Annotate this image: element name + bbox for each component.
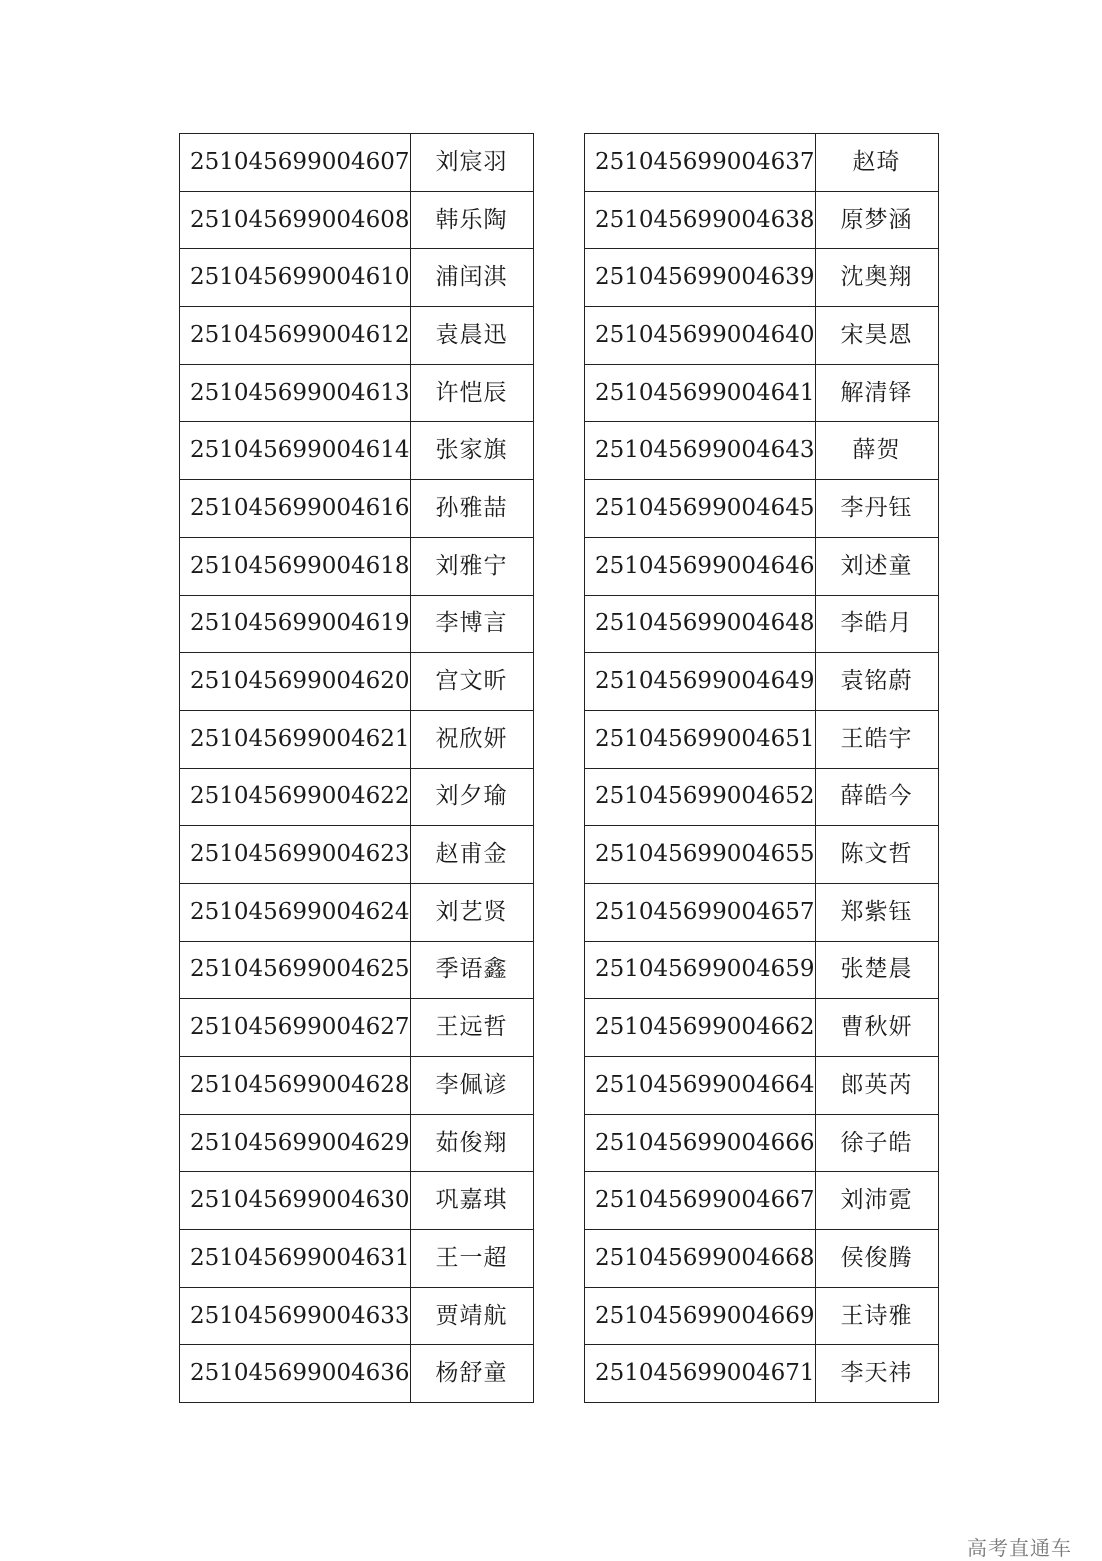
candidate-id-cell: 251045699004616: [180, 480, 411, 538]
candidate-id-cell: 251045699004631: [180, 1230, 411, 1288]
table-row: [585, 1287, 939, 1345]
candidate-id-cell: 251045699004638: [585, 191, 816, 249]
candidate-name-cell: 李丹钰: [815, 480, 938, 538]
candidate-name-cell: 祝欣妍: [410, 710, 533, 768]
candidate-id-cell: 251045699004610: [180, 249, 411, 307]
candidate-id-cell: 251045699004607: [180, 134, 411, 192]
left-roster-body: [180, 134, 534, 1403]
table-row: [180, 249, 534, 307]
candidate-id-cell: 251045699004651: [585, 710, 816, 768]
candidate-id-cell: 251045699004662: [585, 999, 816, 1057]
candidate-name-cell: 韩乐陶: [410, 191, 533, 249]
candidate-name-cell: 薛贺: [815, 422, 938, 480]
table-row: [585, 883, 939, 941]
candidate-id-cell: 251045699004613: [180, 364, 411, 422]
candidate-id-cell: 251045699004625: [180, 941, 411, 999]
table-row: [180, 1114, 534, 1172]
candidate-name-cell: 茹俊翔: [410, 1114, 533, 1172]
table-row: [585, 1057, 939, 1115]
table-row: [585, 941, 939, 999]
table-row: [585, 710, 939, 768]
table-row: [585, 134, 939, 192]
candidate-name-cell: 王一超: [410, 1230, 533, 1288]
table-row: [180, 364, 534, 422]
right-roster-body: [585, 134, 939, 1403]
candidate-id-cell: 251045699004657: [585, 883, 816, 941]
table-row: [180, 999, 534, 1057]
candidate-name-cell: 薛皓今: [815, 768, 938, 826]
table-row: [180, 941, 534, 999]
candidate-id-cell: 251045699004671: [585, 1345, 816, 1403]
candidate-name-cell: 许恺辰: [410, 364, 533, 422]
candidate-id-cell: 251045699004637: [585, 134, 816, 192]
table-row: [180, 307, 534, 365]
table-row: [585, 595, 939, 653]
table-row: [585, 537, 939, 595]
candidate-id-cell: 251045699004618: [180, 537, 411, 595]
candidate-name-cell: 刘沛霓: [815, 1172, 938, 1230]
candidate-name-cell: 贾靖航: [410, 1287, 533, 1345]
candidate-id-cell: 251045699004620: [180, 653, 411, 711]
candidate-name-cell: 宋昊恩: [815, 307, 938, 365]
candidate-id-cell: 251045699004639: [585, 249, 816, 307]
candidate-name-cell: 孙雅喆: [410, 480, 533, 538]
table-row: [180, 1057, 534, 1115]
candidate-name-cell: 沈奥翔: [815, 249, 938, 307]
watermark-text: 高考直通车: [967, 1536, 1072, 1560]
candidate-name-cell: 郑紫钰: [815, 883, 938, 941]
candidate-id-cell: 251045699004636: [180, 1345, 411, 1403]
candidate-id-cell: 251045699004622: [180, 768, 411, 826]
candidate-name-cell: 刘雅宁: [410, 537, 533, 595]
table-row: [585, 653, 939, 711]
candidate-name-cell: 李博言: [410, 595, 533, 653]
candidate-id-cell: 251045699004630: [180, 1172, 411, 1230]
candidate-name-cell: 张家旗: [410, 422, 533, 480]
candidate-name-cell: 王远哲: [410, 999, 533, 1057]
candidate-name-cell: 刘述童: [815, 537, 938, 595]
table-row: [180, 595, 534, 653]
table-row: [585, 422, 939, 480]
table-row: [180, 1287, 534, 1345]
candidate-id-cell: 251045699004668: [585, 1230, 816, 1288]
table-row: [180, 537, 534, 595]
candidate-name-cell: 杨舒童: [410, 1345, 533, 1403]
candidate-name-cell: 刘宸羽: [410, 134, 533, 192]
candidate-id-cell: 251045699004619: [180, 595, 411, 653]
left-roster-table: [179, 133, 534, 1403]
candidate-name-cell: 陈文哲: [815, 826, 938, 884]
candidate-name-cell: 袁晨迅: [410, 307, 533, 365]
candidate-id-cell: 251045699004669: [585, 1287, 816, 1345]
candidate-name-cell: 解清铎: [815, 364, 938, 422]
candidate-name-cell: 张楚晨: [815, 941, 938, 999]
candidate-id-cell: 251045699004641: [585, 364, 816, 422]
table-row: [585, 768, 939, 826]
candidate-name-cell: 侯俊腾: [815, 1230, 938, 1288]
table-row: [180, 191, 534, 249]
candidate-name-cell: 巩嘉琪: [410, 1172, 533, 1230]
table-row: [180, 883, 534, 941]
candidate-id-cell: 251045699004649: [585, 653, 816, 711]
candidate-id-cell: 251045699004645: [585, 480, 816, 538]
candidate-id-cell: 251045699004614: [180, 422, 411, 480]
candidate-name-cell: 李天祎: [815, 1345, 938, 1403]
candidate-id-cell: 251045699004648: [585, 595, 816, 653]
candidate-id-cell: 251045699004659: [585, 941, 816, 999]
table-row: [585, 307, 939, 365]
table-row: [585, 1114, 939, 1172]
candidate-id-cell: 251045699004643: [585, 422, 816, 480]
table-row: [180, 1345, 534, 1403]
candidate-id-cell: 251045699004666: [585, 1114, 816, 1172]
table-row: [585, 1345, 939, 1403]
table-row: [180, 1230, 534, 1288]
table-row: [585, 364, 939, 422]
candidate-name-cell: 刘夕瑜: [410, 768, 533, 826]
candidate-name-cell: 浦闰淇: [410, 249, 533, 307]
candidate-name-cell: 王诗雅: [815, 1287, 938, 1345]
table-row: [585, 826, 939, 884]
candidate-id-cell: 251045699004655: [585, 826, 816, 884]
table-row: [585, 999, 939, 1057]
candidate-name-cell: 赵琦: [815, 134, 938, 192]
table-row: [180, 422, 534, 480]
table-row: [585, 1172, 939, 1230]
candidate-id-cell: 251045699004646: [585, 537, 816, 595]
candidate-id-cell: 251045699004629: [180, 1114, 411, 1172]
candidate-id-cell: 251045699004664: [585, 1057, 816, 1115]
candidate-name-cell: 赵甫金: [410, 826, 533, 884]
table-row: [585, 480, 939, 538]
candidate-id-cell: 251045699004624: [180, 883, 411, 941]
table-row: [180, 1172, 534, 1230]
candidate-name-cell: 季语鑫: [410, 941, 533, 999]
table-row: [180, 710, 534, 768]
candidate-name-cell: 原梦涵: [815, 191, 938, 249]
table-row: [180, 826, 534, 884]
table-row: [180, 480, 534, 538]
candidate-id-cell: 251045699004621: [180, 710, 411, 768]
table-row: [585, 249, 939, 307]
candidate-id-cell: 251045699004627: [180, 999, 411, 1057]
candidate-name-cell: 刘艺贤: [410, 883, 533, 941]
candidate-id-cell: 251045699004633: [180, 1287, 411, 1345]
candidate-id-cell: 251045699004640: [585, 307, 816, 365]
candidate-name-cell: 郎英芮: [815, 1057, 938, 1115]
candidate-name-cell: 王皓宇: [815, 710, 938, 768]
candidate-id-cell: 251045699004612: [180, 307, 411, 365]
table-row: [585, 191, 939, 249]
table-row: [585, 1230, 939, 1288]
candidate-name-cell: 曹秋妍: [815, 999, 938, 1057]
candidate-id-cell: 251045699004667: [585, 1172, 816, 1230]
candidate-name-cell: 宫文昕: [410, 653, 533, 711]
candidate-id-cell: 251045699004608: [180, 191, 411, 249]
candidate-name-cell: 徐子皓: [815, 1114, 938, 1172]
table-row: [180, 134, 534, 192]
candidate-name-cell: 李佩谚: [410, 1057, 533, 1115]
candidate-id-cell: 251045699004652: [585, 768, 816, 826]
candidate-name-cell: 袁铭蔚: [815, 653, 938, 711]
table-row: [180, 653, 534, 711]
candidate-id-cell: 251045699004623: [180, 826, 411, 884]
candidate-id-cell: 251045699004628: [180, 1057, 411, 1115]
candidate-name-cell: 李皓月: [815, 595, 938, 653]
right-roster-table: [584, 133, 939, 1403]
table-row: [180, 768, 534, 826]
